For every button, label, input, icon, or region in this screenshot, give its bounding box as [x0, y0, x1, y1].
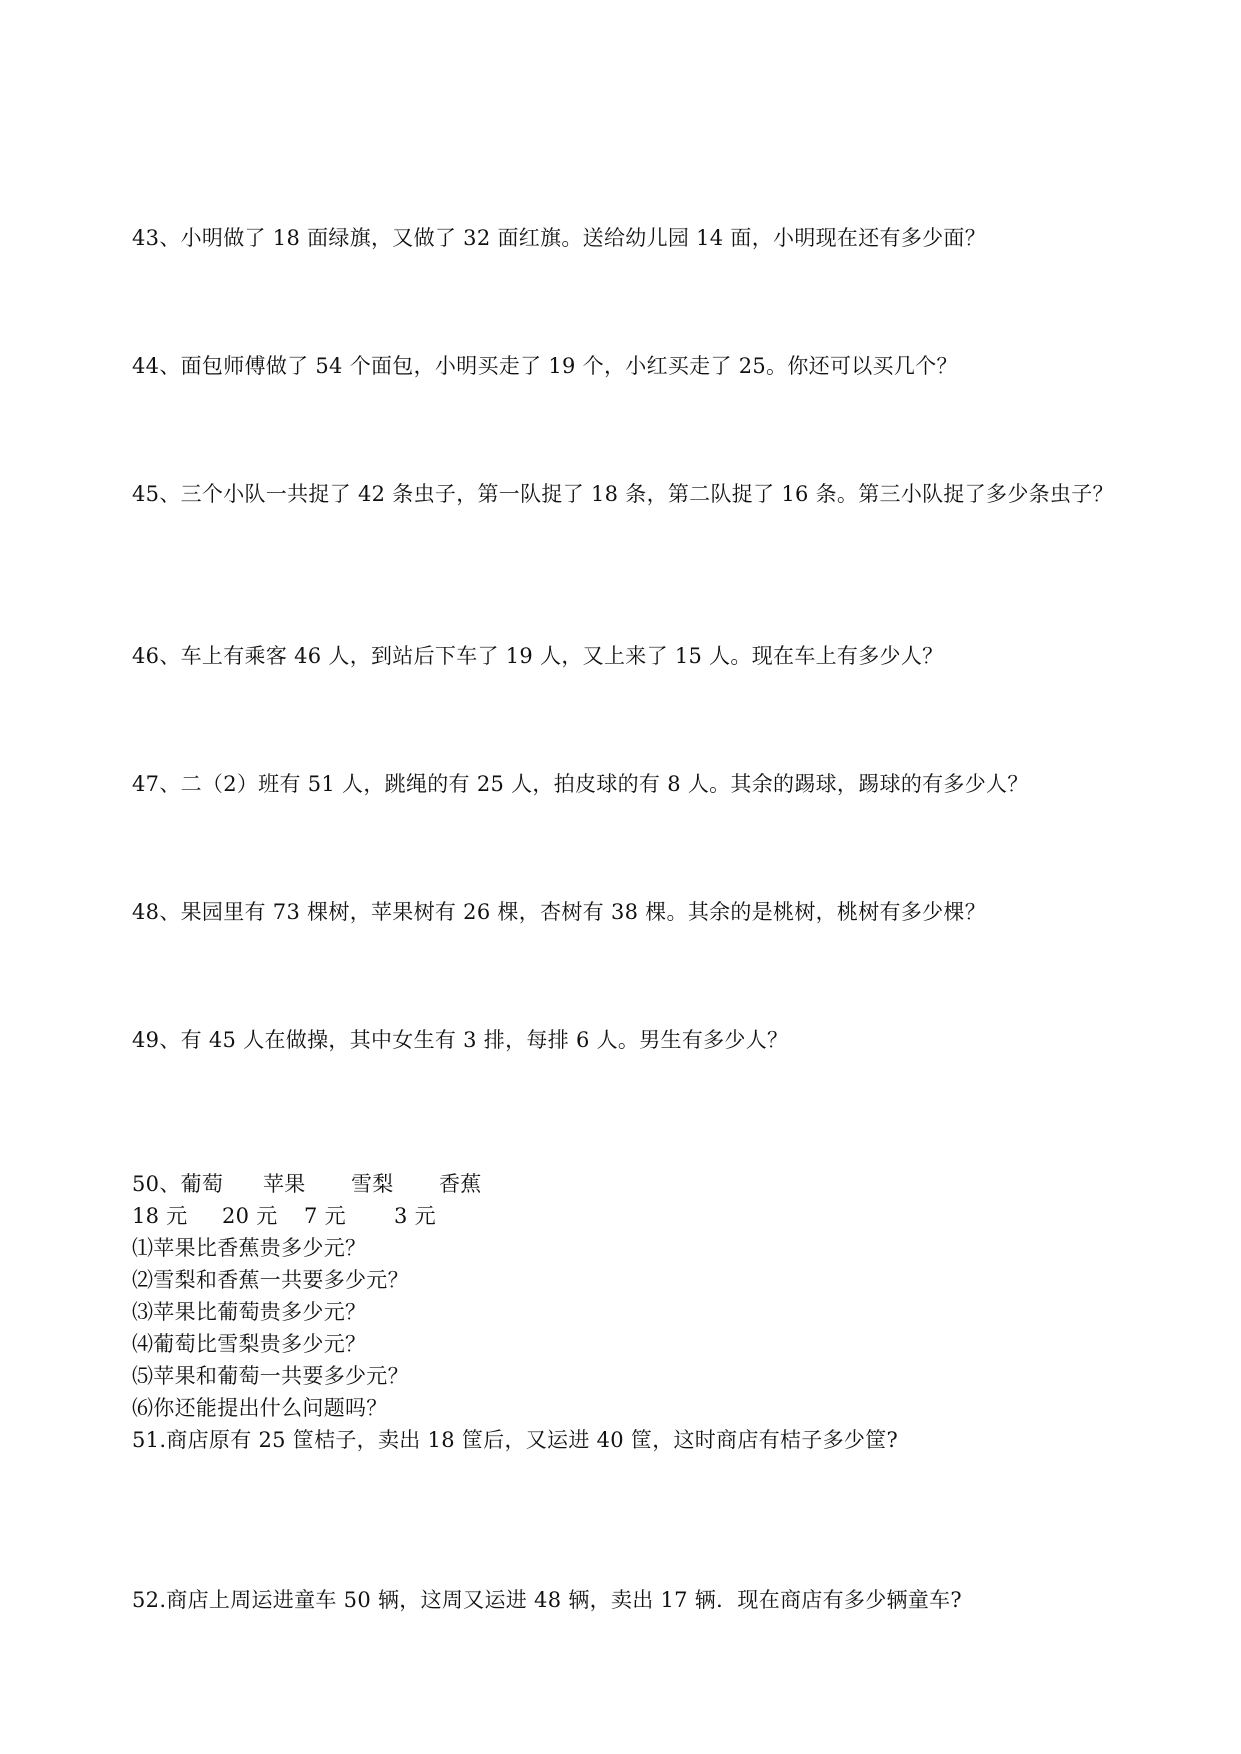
question-46: 46、车上有乘客 46 人，到站后下车了 19 人，又上来了 15 人。现在车上有多少人？ [132, 644, 944, 668]
fruit-banana: 香蕉 [439, 1172, 482, 1196]
question-50-sub-2: ⑵雪梨和香蕉一共要多少元？ [132, 1268, 409, 1292]
price-apple: 20 元 [222, 1204, 278, 1228]
question-50-fruits [132, 1168, 482, 1200]
question-50-sub-1: ⑴苹果比香蕉贵多少元？ [132, 1236, 367, 1260]
question-50-sub-6: ⑹你还能提出什么问题吗？ [132, 1396, 388, 1420]
question-44: 44、面包师傅做了 54 个面包，小明买走了 19 个，小红买走了 25。你还可以买几个？ [132, 354, 958, 378]
question-45: 45、三个小队一共捉了 42 条虫子，第一队捉了 18 条，第二队捉了 16 条。第三小队捉了多少条虫子？ [132, 482, 1114, 506]
question-50-sub-5: ⑸苹果和葡萄一共要多少元？ [132, 1364, 409, 1388]
question-51: 51.商店原有 25 筐桔子，卖出 18 筐后，又运进 40 筐，这时商店有桔子多少筐? [132, 1428, 899, 1452]
fruit-apple: 苹果 [263, 1172, 306, 1196]
question-50-prices [132, 1200, 436, 1232]
question-52: 52.商店上周运进童车 50 辆，这周又运进 48 辆，卖出 17 辆．现在商店有多少辆童车? [132, 1588, 962, 1612]
question-48: 48、果园里有 73 棵树，苹果树有 26 棵，杏树有 38 棵。其余的是桃树，桃树有多少棵？ [132, 900, 987, 924]
price-grape: 18 元 [132, 1204, 188, 1228]
fruit-grape: 50、葡萄 [132, 1172, 224, 1196]
price-pear: 7 元 [304, 1204, 346, 1228]
price-banana: 3 元 [394, 1204, 436, 1228]
question-50-sub-4: ⑷葡萄比雪梨贵多少元？ [132, 1332, 367, 1356]
question-43: 43、小明做了 18 面绿旗，又做了 32 面红旗。送给幼儿园 14 面，小明现在还有多少面？ [132, 226, 987, 250]
question-50-sub-3: ⑶苹果比葡萄贵多少元？ [132, 1300, 367, 1324]
fruit-pear: 雪梨 [351, 1172, 394, 1196]
question-47: 47、二（2）班有 51 人，跳绳的有 25 人，拍皮球的有 8 人。其余的踢球，踢球的有多少人？ [132, 772, 1029, 796]
question-49: 49、有 45 人在做操，其中女生有 3 排，每排 6 人。男生有多少人？ [132, 1028, 789, 1052]
